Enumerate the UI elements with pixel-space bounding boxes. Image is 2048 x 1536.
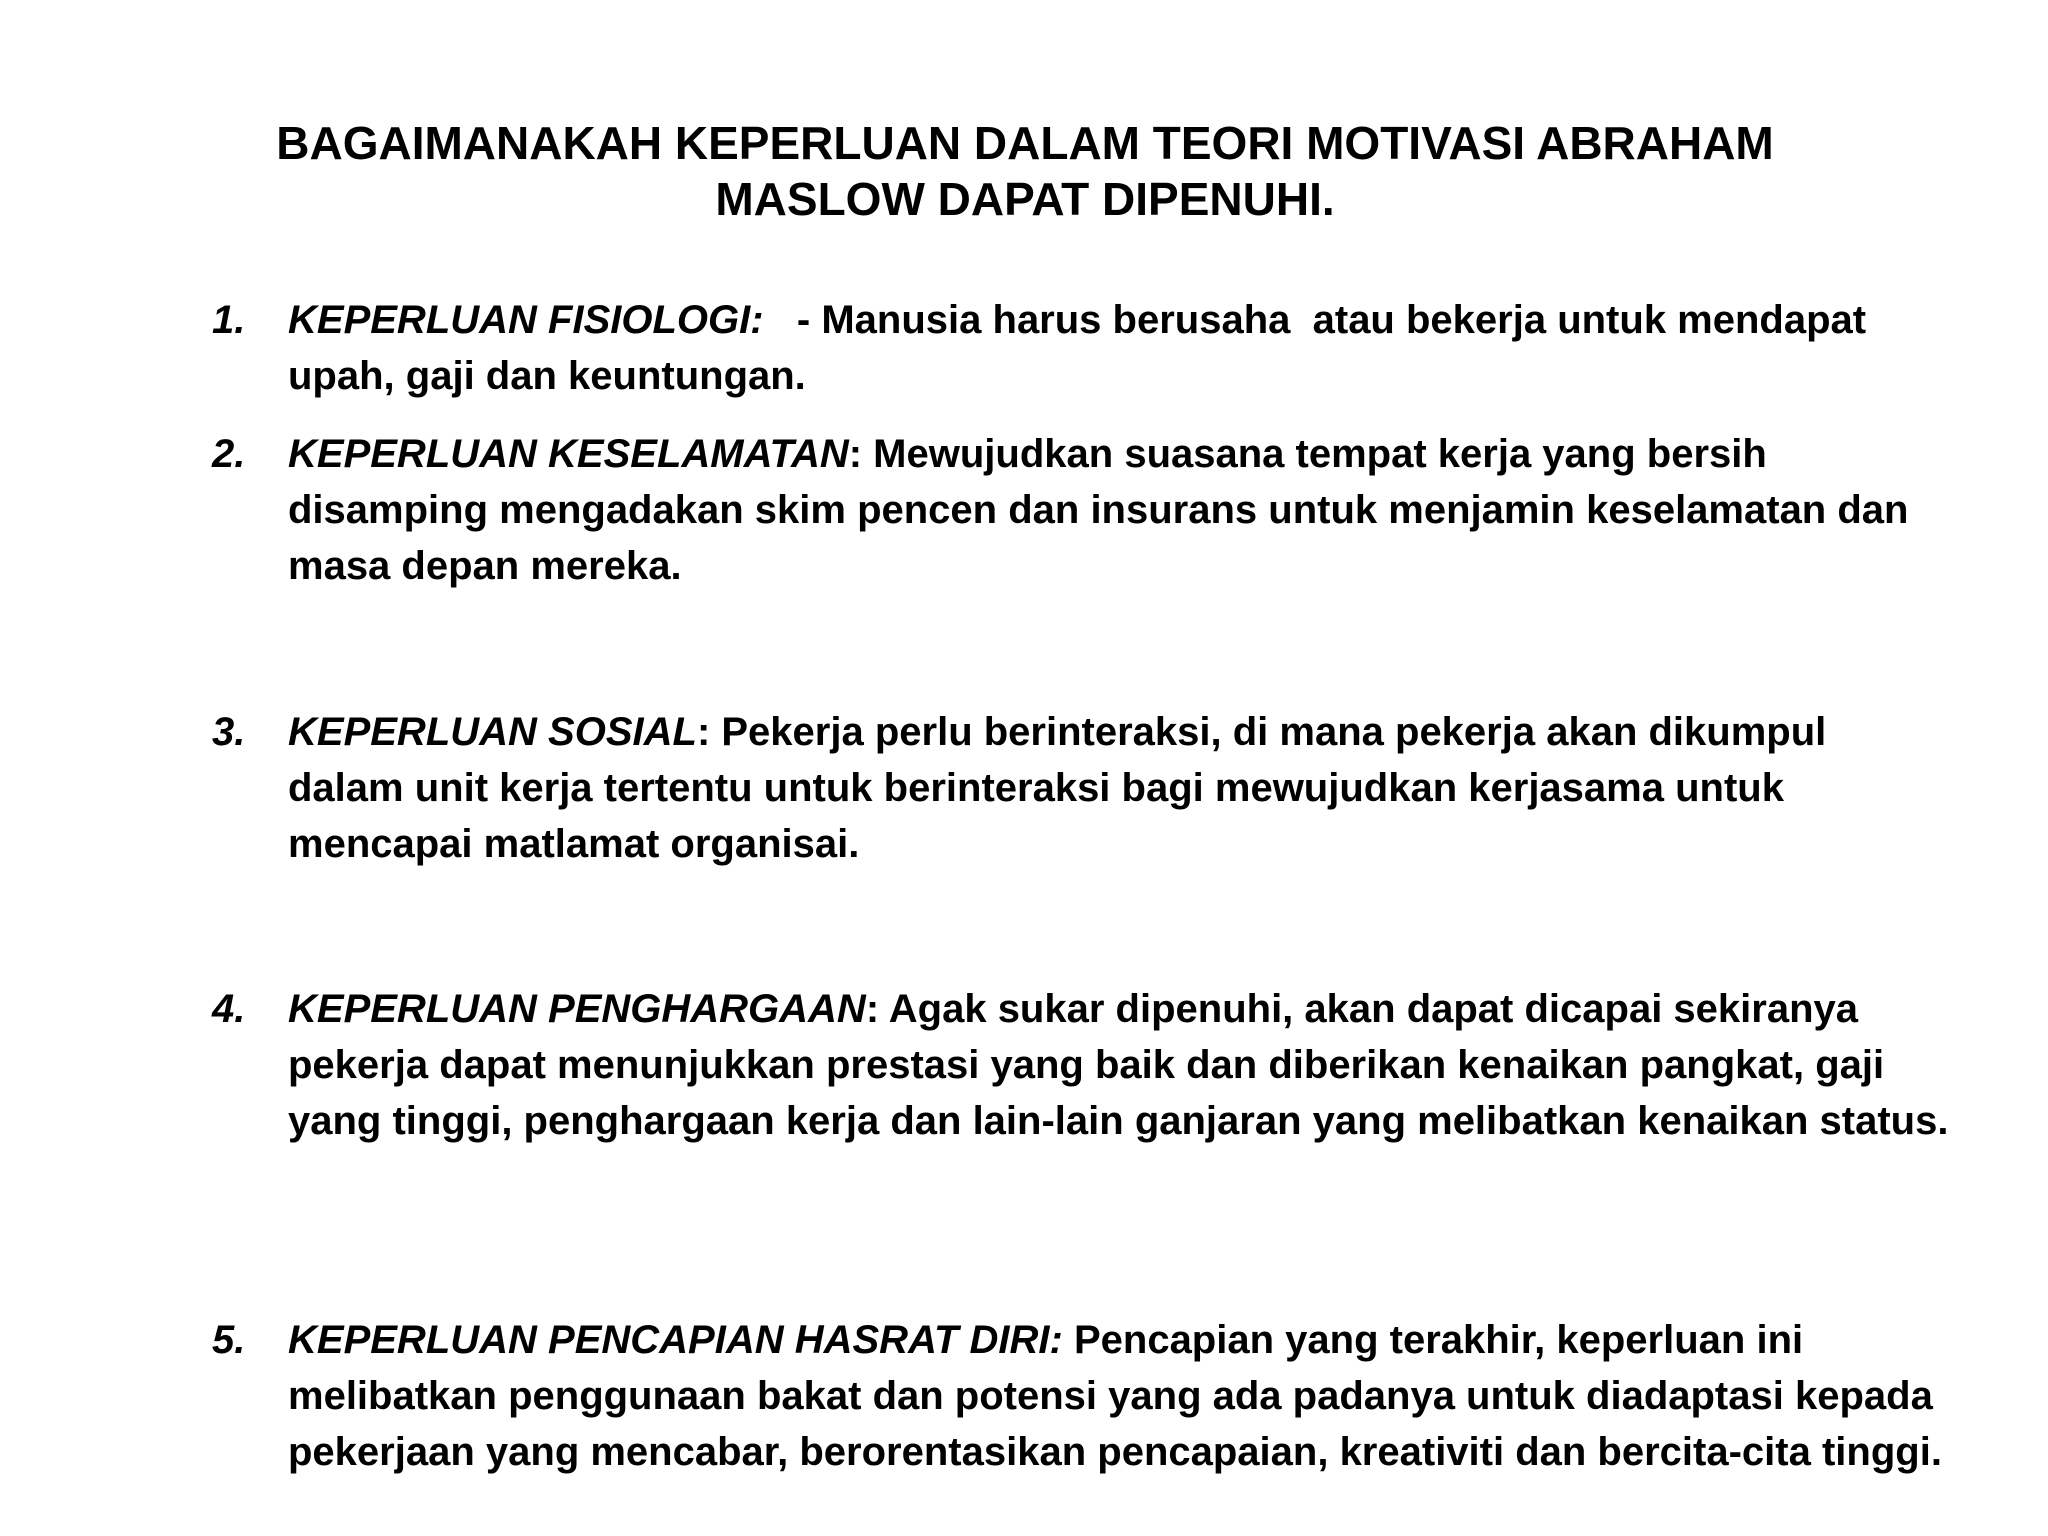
item-body: : Mewujudkan suasana tempat kerja yang bersih disamping mengadakan skim pencen dan insurans untuk menjamin keselamatan dan masa depan mereka. xyxy=(288,432,1909,588)
item-number: 3. xyxy=(212,710,246,754)
item-heading: KEPERLUAN PENCAPIAN HASRAT DIRI: xyxy=(288,1318,1063,1362)
item-body: Pencapian yang terakhir, keperluan ini melibatkan penggunaan bakat dan potensi yang ada padanya untuk diadaptasi kepada pekerjaan yang mencabar, berorentasikan pencapaian, kreativiti dan bercita-cita tinggi. xyxy=(288,1318,1942,1474)
item-heading: KEPERLUAN PENGHARGAAN xyxy=(288,987,866,1031)
item-number: 2. xyxy=(212,432,246,476)
item-number: 5. xyxy=(212,1318,246,1362)
list-item-5 xyxy=(212,1312,1952,1480)
list-item-3 xyxy=(212,704,1952,872)
page-title xyxy=(150,115,1900,227)
item-text xyxy=(288,704,1952,872)
item-heading: KEPERLUAN SOSIAL xyxy=(288,710,697,754)
item-text xyxy=(288,292,1952,404)
item-text xyxy=(288,1312,1952,1480)
item-body: : Agak sukar dipenuhi, akan dapat dicapai sekiranya pekerja dapat menunjukkan prestasi yang baik dan diberikan kenaikan pangkat, gaji yang tinggi, penghargaan kerja dan lain-lain ganjaran yang melibatkan kenaikan status. xyxy=(288,987,1949,1143)
item-number: 4. xyxy=(212,987,246,1031)
item-text xyxy=(288,426,1952,594)
item-heading: KEPERLUAN KESELAMATAN xyxy=(288,432,849,476)
list-item-2 xyxy=(212,426,1952,594)
title-line-2: MASLOW DAPAT DIPENUHI. xyxy=(715,173,1335,226)
item-number: 1. xyxy=(212,298,246,342)
item-text xyxy=(288,981,1952,1149)
item-body: : Pekerja perlu berinteraksi, di mana pekerja akan dikumpul dalam unit kerja tertentu untuk berinteraksi bagi mewujudkan kerjasama untuk mencapai matlamat organisai. xyxy=(288,710,1827,866)
title-line-1: BAGAIMANAKAH KEPERLUAN DALAM TEORI MOTIVASI ABRAHAM xyxy=(276,117,1774,169)
list-item-1 xyxy=(212,292,1952,404)
item-body: - Manusia harus berusaha atau bekerja untuk mendapat upah, gaji dan keuntungan. xyxy=(288,298,1878,398)
item-heading: KEPERLUAN FISIOLOGI: xyxy=(288,298,764,342)
list-item-4 xyxy=(212,981,1952,1149)
